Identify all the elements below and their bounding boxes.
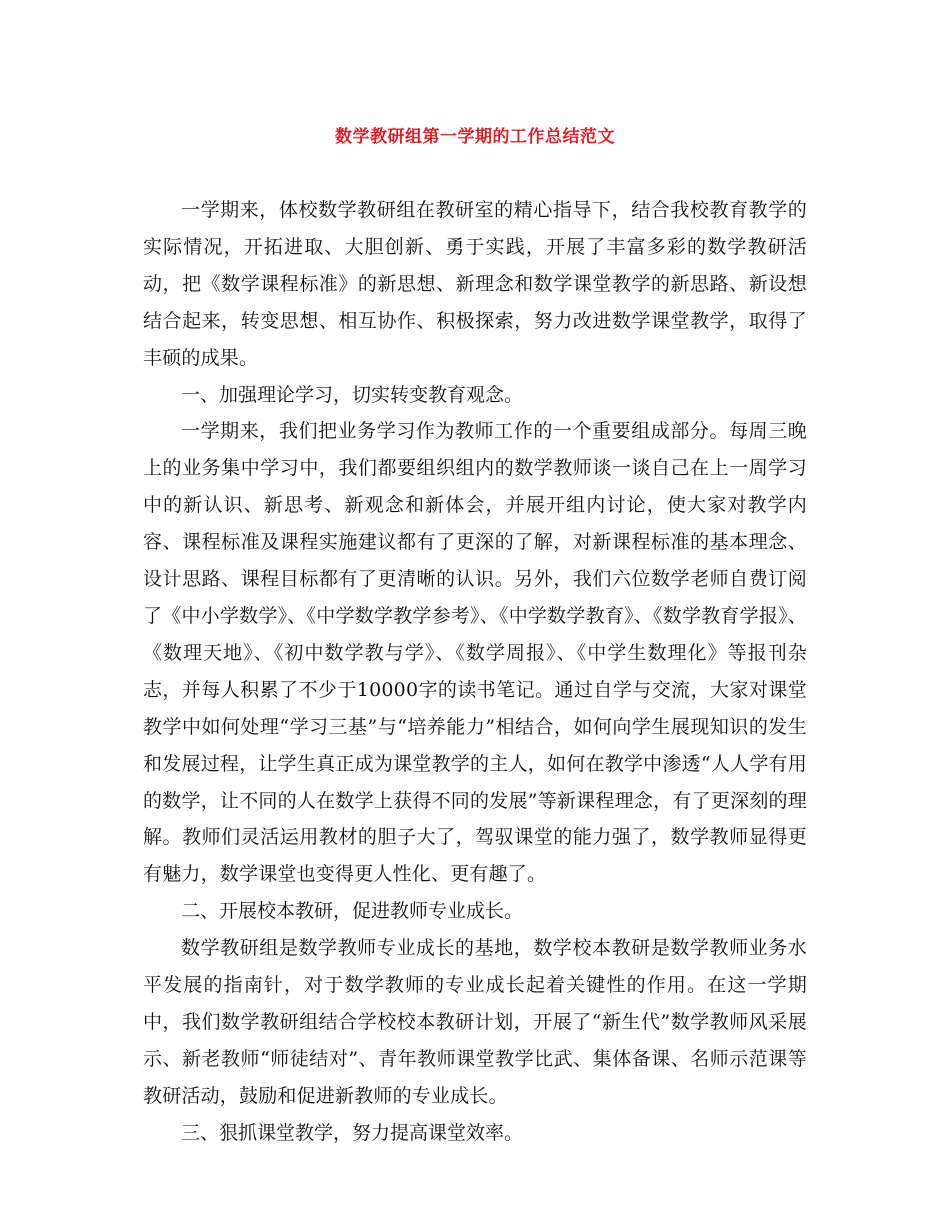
document-title: 数学教研组第一学期的工作总结范文 [335, 127, 615, 147]
section-heading-2: 二、开展校本教研，促进教师专业成长。 [181, 900, 524, 923]
section-2-paragraph: 数学教研组是数学教师专业成长的基地，数学校本教研是数学教师业务水平发展的指南针，对于数学教师的专业成长起着关键性的作用。在这一学期中，我们数学教研组结合学校校本教研计划，开展了“新生代”数学教师风采展示、新老教师“师徒结对”、青年教师课堂教学比武、集体备课、名师示范课等教研活动，鼓励和促进新教师的专业成长。 [143, 937, 807, 1107]
section-heading-3: 三、狠抓课堂教学，努力提高课堂效率。 [181, 1121, 524, 1144]
section-heading-1: 一、加强理论学习，切实转变教育观念。 [181, 383, 524, 406]
intro-paragraph: 一学期来，体校数学教研组在教研室的精心指导下，结合我校教育教学的实际情况，开拓进取、大胆创新、勇于实践，开展了丰富多彩的数学教研活动，把《数学课程标准》的新思想、新理念和数学课堂教学的新思路、新设想结合起来，转变思想、相互协作、积极探索，努力改进数学课堂教学，取得了丰硕的成果。 [143, 199, 807, 369]
section-1-paragraph: 一学期来，我们把业务学习作为教师工作的一个重要组成部分。每周三晚上的业务集中学习中，我们都要组织组内的数学教师谈一谈自己在上一周学习中的新认识、新思考、新观念和新体会，并展开组内讨论，使大家对教学内容、课程标准及课程实施建议都有了更深的了解，对新课程标准的基本理念、设计思路、课程目标都有了更清晰的认识。另外，我们六位数学老师自费订阅了《中小学数学》、《中学数学教学参考》、《中学数学教育》、《数学教育学报》、《数理天地》、《初中数学教与学》、《数学周报》、《中学生数理化》等报刊杂志，并每人积累了不少于10000字的读书笔记。通过自学与交流，大家对课堂教学中如何处理“学习三基”与“培养能力”相结合，如何向学生展现知识的发生和发展过程，让学生真正成为课堂教学的主人，如何在教学中渗透“人人学有用的数学，让不同的人在数学上获得不同的发展”等新课程理念，有了更深刻的理解。教师们灵活运用教材的胆子大了，驾驭课堂的能力强了，数学教师显得更有魅力，数学课堂也变得更人性化、更有趣了。 [143, 420, 807, 886]
document-body [143, 192, 807, 1152]
